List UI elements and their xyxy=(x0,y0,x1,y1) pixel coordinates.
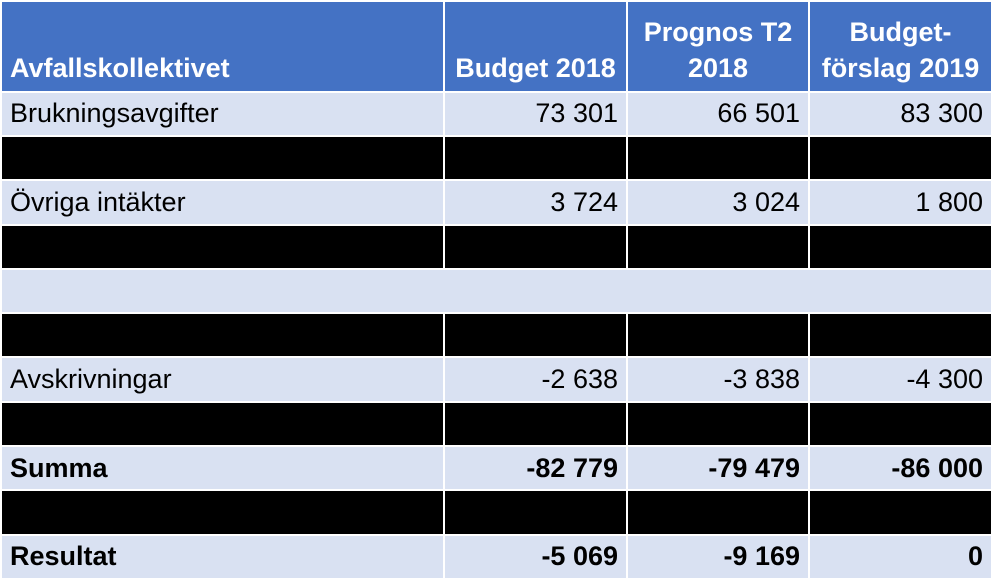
table-row-empty xyxy=(1,269,991,313)
row-label xyxy=(1,136,444,180)
table-row-brukningsavgifter xyxy=(1,92,991,136)
table-row-redacted xyxy=(1,136,991,180)
cell-budget-2019 xyxy=(809,402,991,446)
cell-prognos-2018 xyxy=(627,136,809,180)
row-label xyxy=(1,225,444,269)
row-label: Summa xyxy=(1,446,444,490)
cell-budget-2019 xyxy=(809,225,991,269)
cell-prognos-2018: -79 479 xyxy=(627,446,809,490)
cell-budget-2019: 83 300 xyxy=(809,92,991,136)
cell-prognos-2018 xyxy=(627,313,809,357)
cell-prognos-2018: -9 169 xyxy=(627,535,809,579)
cell-budget-2019: 1 800 xyxy=(809,180,991,224)
table-row-redacted xyxy=(1,225,991,269)
table-row-redacted xyxy=(1,402,991,446)
cell-budget-2018 xyxy=(444,490,627,534)
table-row-ovriga-intakter xyxy=(1,180,991,224)
cell-prognos-2018: 66 501 xyxy=(627,92,809,136)
cell-budget-2018: 73 301 xyxy=(444,92,627,136)
row-label: Brukningsavgifter xyxy=(1,92,444,136)
cell-prognos-2018 xyxy=(627,490,809,534)
cell-budget-2018: -82 779 xyxy=(444,446,627,490)
cell-prognos-2018 xyxy=(627,402,809,446)
cell-budget-2019: -86 000 xyxy=(809,446,991,490)
cell-budget-2018: -2 638 xyxy=(444,357,627,401)
cell-budget-2018: 3 724 xyxy=(444,180,627,224)
cell-budget-2018 xyxy=(444,402,627,446)
cell-budget-2018: -5 069 xyxy=(444,535,627,579)
row-label xyxy=(1,490,444,534)
header-prognos-t2-2018: Prognos T2 2018 xyxy=(627,1,809,92)
cell-budget-2019: 0 xyxy=(809,535,991,579)
row-label: Avskrivningar xyxy=(1,357,444,401)
table-row-redacted xyxy=(1,313,991,357)
row-label xyxy=(1,313,444,357)
table-row-redacted xyxy=(1,490,991,534)
row-label xyxy=(1,402,444,446)
cell-budget-2019 xyxy=(809,136,991,180)
table-row-resultat xyxy=(1,535,991,579)
cell-budget-2018 xyxy=(444,225,627,269)
header-budget-2018: Budget 2018 xyxy=(444,1,627,92)
cell-prognos-2018 xyxy=(627,225,809,269)
row-label: Resultat xyxy=(1,535,444,579)
header-budgetforslag-2019: Budget-förslag 2019 xyxy=(809,1,991,92)
table-row-summa xyxy=(1,446,991,490)
cell-prognos-2018: -3 838 xyxy=(627,357,809,401)
row-label: Övriga intäkter xyxy=(1,180,444,224)
header-label: Avfallskollektivet xyxy=(1,1,444,92)
cell-budget-2018 xyxy=(444,136,627,180)
header-row xyxy=(1,1,991,92)
empty-row-cell xyxy=(1,269,991,313)
cell-budget-2019 xyxy=(809,490,991,534)
cell-budget-2019 xyxy=(809,313,991,357)
cell-budget-2019: -4 300 xyxy=(809,357,991,401)
cell-prognos-2018: 3 024 xyxy=(627,180,809,224)
table-row-avskrivningar xyxy=(1,357,991,401)
cell-budget-2018 xyxy=(444,313,627,357)
